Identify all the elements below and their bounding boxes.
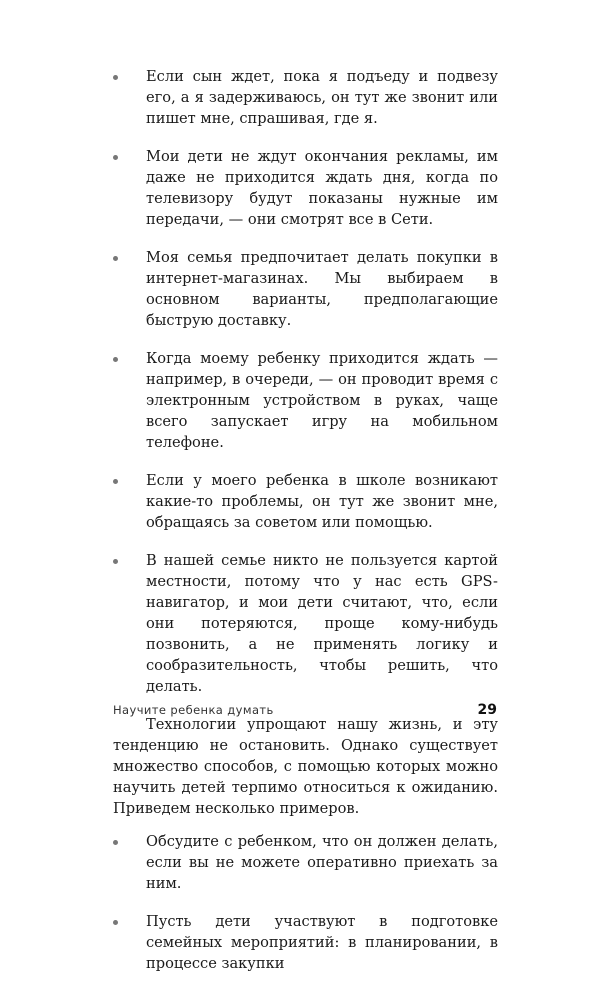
list-item-text: Пусть дети участвуют в подготовке семейных мероприятий: в планировании, в процессе закупки xyxy=(146,913,498,972)
list-item-text: Если сын ждет, пока я подъеду и подвезу его, а я задерживаюсь, он тут же звонит или пишет мне, спрашивая, где я. xyxy=(146,68,498,127)
bullet-list-tips xyxy=(113,831,498,974)
list-item-text: Если у моего ребенка в школе возникают какие-то проблемы, он тут же звонит мне, обращаясь за советом или помощью. xyxy=(146,472,498,531)
bullet-icon xyxy=(113,920,118,925)
running-title: Научите ребенка думать xyxy=(113,703,274,717)
list-item xyxy=(113,911,498,974)
list-item-text: В нашей семье никто не пользуется картой местности, потому что у нас есть GPS-навигатор, и мои дети считают, что, если они потеряются, проще кому-нибудь позвонить, а не применять логику и сообразительность, чтобы решить, что делать. xyxy=(146,552,498,695)
list-item-text: Обсудите с ребенком, что он должен делать, если вы не можете оперативно приехать за ним. xyxy=(146,833,498,892)
list-item xyxy=(113,348,498,453)
bullet-icon xyxy=(113,479,118,484)
page-number: 29 xyxy=(477,702,497,718)
list-item xyxy=(113,470,498,533)
list-item-text: Мои дети не ждут окончания рекламы, им даже не приходится ждать дня, когда по телевизору будут показаны нужные им передачи, — они смотрят все в Сети. xyxy=(146,148,498,228)
list-item xyxy=(113,247,498,331)
body-paragraph: Технологии упрощают нашу жизнь, и эту тенденцию не остановить. Однако существует множество способов, с помощью которых можно научить детей терпимо относиться к ожиданию. Приведем несколько примеров. xyxy=(113,716,498,817)
bullet-list-habits xyxy=(113,66,498,697)
list-item xyxy=(113,146,498,230)
page-footer xyxy=(113,702,497,718)
bullet-icon xyxy=(113,75,118,80)
list-item xyxy=(113,66,498,129)
page-body xyxy=(113,66,498,991)
list-item-text: Когда моему ребенку приходится ждать — например, в очереди, — он проводит время с электронным устройством в руках, чаще всего запускает игру на мобильном телефоне. xyxy=(146,350,498,451)
bullet-icon xyxy=(113,559,118,564)
bullet-icon xyxy=(113,840,118,845)
list-item xyxy=(113,831,498,894)
list-item-text: Моя семья предпочитает делать покупки в интернет-магазинах. Мы выбираем в основном варианты, предполагающие быструю доставку. xyxy=(146,249,498,329)
bullet-icon xyxy=(113,357,118,362)
bullet-icon xyxy=(113,256,118,261)
list-item xyxy=(113,550,498,697)
bullet-icon xyxy=(113,155,118,160)
